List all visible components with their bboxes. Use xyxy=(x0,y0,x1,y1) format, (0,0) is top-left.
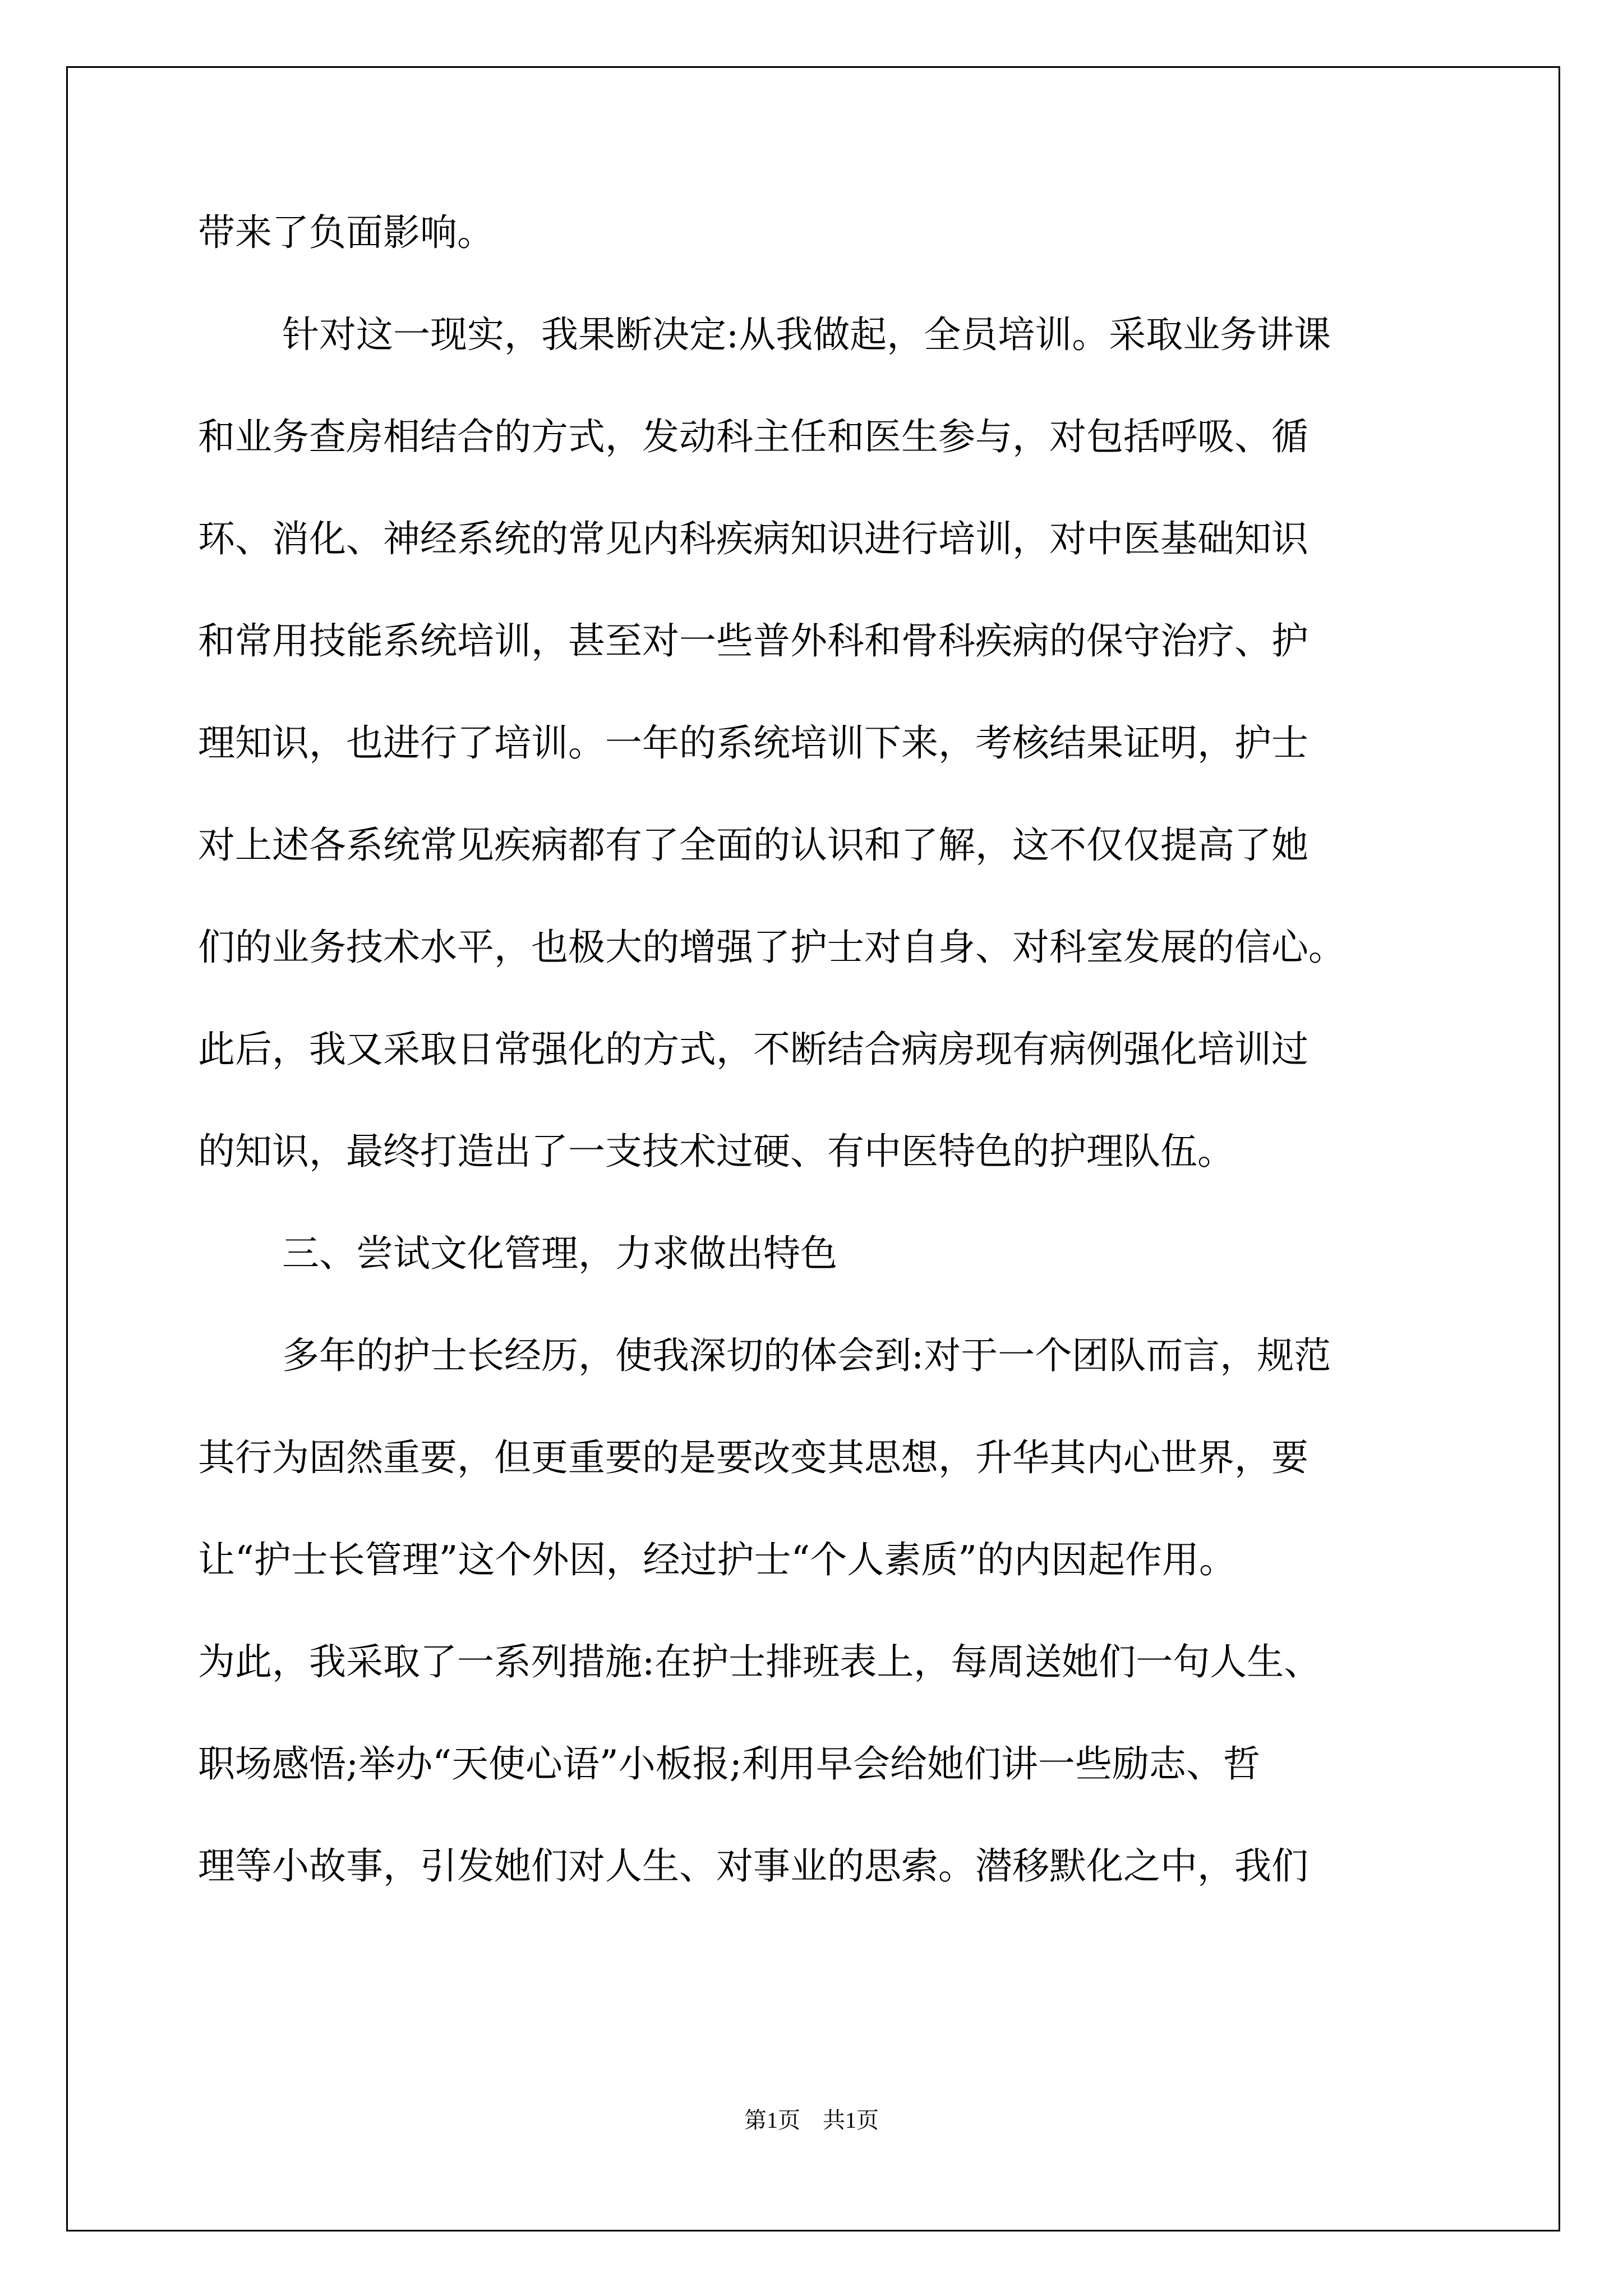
text-line: 和常用技能系统培训，甚至对一些普外科和骨科疾病的保守治疗、护 xyxy=(198,619,1308,662)
text-line: 和业务查房相结合的方式，发动科主任和医生参与，对包括呼吸、循 xyxy=(198,415,1308,458)
text-line: 为此，我采取了一系列措施:在护士排班表上，每周送她们一句人生、 xyxy=(198,1640,1321,1683)
text-line: 职场感悟;举办“天使心语”小板报;利用早会给她们讲一些励志、哲 xyxy=(198,1742,1260,1786)
text-line: 其行为固然重要，但更重要的是要改变其思想，升华其内心世界，要 xyxy=(198,1436,1308,1479)
paragraph-first-line: 针对这一现实，我果断决定:从我做起，全员培训。采取业务讲课 xyxy=(282,313,1331,356)
text-line: 环、消化、神经系统的常见内科疾病知识进行培训，对中医基础知识 xyxy=(198,517,1308,560)
text-line: 此后，我又采取日常强化的方式，不断结合病房现有病例强化培训过 xyxy=(198,1028,1308,1071)
text-line: 让“护士长管理”这个外因，经过护士“个人素质”的内因起作用。 xyxy=(198,1538,1236,1581)
text-line: 们的业务技术水平，也极大的增强了护士对自身、对科室发展的信心。 xyxy=(198,926,1345,969)
paragraph-first-line: 多年的护士长经历，使我深切的体会到:对于一个团队而言，规范 xyxy=(282,1334,1331,1377)
text-line: 理等小故事，引发她们对人生、对事业的思索。潜移默化之中，我们 xyxy=(198,1844,1308,1888)
section-heading: 三、尝试文化管理，力求做出特色 xyxy=(282,1232,837,1275)
text-line: 的知识，最终打造出了一支技术过硬、有中医特色的护理队伍。 xyxy=(198,1130,1234,1173)
text-line: 带来了负面影响。 xyxy=(198,211,494,254)
text-line: 理知识，也进行了培训。一年的系统培训下来，考核结果证明，护士 xyxy=(198,721,1308,765)
page-number: 第1页 共1页 xyxy=(744,2108,879,2133)
text-line: 对上述各系统常见疾病都有了全面的认识和了解，这不仅仅提高了她 xyxy=(198,823,1308,867)
